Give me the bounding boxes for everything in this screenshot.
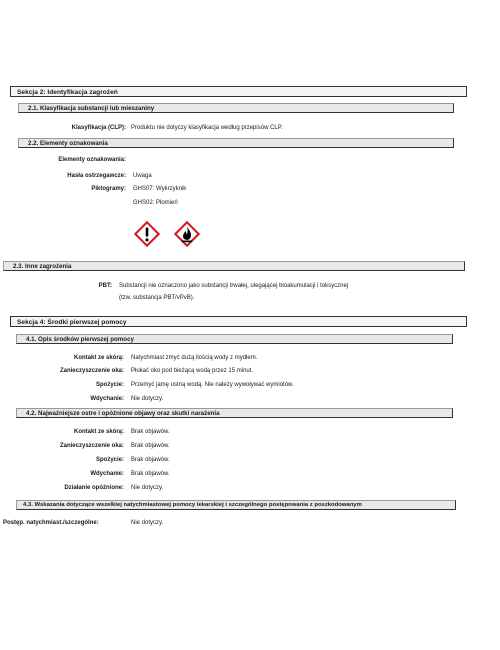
immediate-care-label: Postęp. natychmiast./szczególne:: [3, 520, 99, 526]
symptoms-inhalation-label: Wdychanie:: [90, 471, 124, 477]
delayed-effects-value: Nie dotyczy.: [131, 485, 164, 491]
subsection-2-2-header: 2.2. Elementy oznakowania: [18, 138, 454, 148]
first-aid-eye-value: Płukać oko pod bieżącą wodą przez 15 minut.: [131, 368, 254, 374]
label-elements-label: Elementy oznakowania:: [58, 157, 126, 163]
section-2-header: Sekcja 2: Identyfikacja zagrożeń: [10, 86, 467, 97]
subsection-2-3-header: 2.3. Inne zagrożenia: [3, 261, 465, 271]
first-aid-inhalation-value: Nie dotyczy.: [131, 396, 164, 402]
first-aid-inhalation-label: Wdychanie:: [90, 396, 124, 402]
classification-value: Produktu nie dotyczy klasyfikacja według przepisów CLP.: [131, 125, 283, 131]
symptoms-eye-label: Zanieczyszczenie oka:: [59, 443, 124, 449]
subsection-4-2-header: 4.2. Najważniejsze ostre i opóźnione objawy oraz skutki narażenia: [16, 408, 453, 418]
symptoms-skin-label: Kontakt ze skórą:: [73, 429, 124, 435]
pictogram-ghs02: GHS02: Płomień: [133, 200, 178, 206]
symptoms-ingestion-label: Spożycie:: [95, 457, 124, 463]
subsection-4-1-header: 4.1. Opis środków pierwszej pomocy: [16, 334, 453, 344]
symptoms-eye-value: Brak objawów.: [131, 443, 170, 449]
symptoms-inhalation-value: Brak objawów.: [131, 471, 170, 477]
symptoms-skin-value: Brak objawów.: [131, 429, 170, 435]
subsection-2-1-header: 2.1. Klasyfikacja substancji lub mieszaniny: [18, 103, 454, 113]
first-aid-ingestion-value: Przemyć jamę ustną wodą. Nie należy wywoływać wymiotów.: [131, 382, 294, 388]
classification-label: Klasyfikacja (CLP):: [71, 125, 126, 131]
signal-word-value: Uwaga: [133, 173, 152, 179]
pbt-value-line2: (tzw. substancja PBT/vPvB).: [119, 295, 195, 301]
pictogram-ghs07: GHS07: Wykrzyknik: [133, 186, 187, 192]
symptoms-ingestion-value: Brak objawów.: [131, 457, 170, 463]
first-aid-ingestion-label: Spożycie:: [95, 382, 124, 388]
exclamation-mark-pictogram-icon: [134, 221, 160, 247]
flame-pictogram-icon: [174, 221, 200, 247]
first-aid-skin-value: Natychmiast zmyć dużą ilością wody z mydłem.: [131, 355, 258, 361]
immediate-care-value: Nie dotyczy.: [131, 520, 164, 526]
first-aid-skin-label: Kontakt ze skórą:: [73, 355, 124, 361]
pictograms-label: Piktogramy:: [91, 186, 126, 192]
subsection-4-3-header: 4.3. Wskazania dotyczące wszelkiej natychmiastowej pomocy lekarskiej i szczególnego postępowania z poszkodowanym: [16, 500, 456, 510]
first-aid-eye-label: Zanieczyszczenie oka:: [59, 368, 124, 374]
pbt-value-line1: Substancji nie oznaczono jako substancji trwałej, ulegającej bioakumulacji i toksycznej: [119, 283, 349, 289]
delayed-effects-label: Działanie opóźnione:: [64, 485, 124, 491]
pbt-label: PBT:: [98, 283, 112, 289]
signal-word-label: Hasła ostrzegawcze:: [67, 173, 126, 179]
section-4-header: Sekcja 4: Środki pierwszej pomocy: [10, 316, 467, 327]
